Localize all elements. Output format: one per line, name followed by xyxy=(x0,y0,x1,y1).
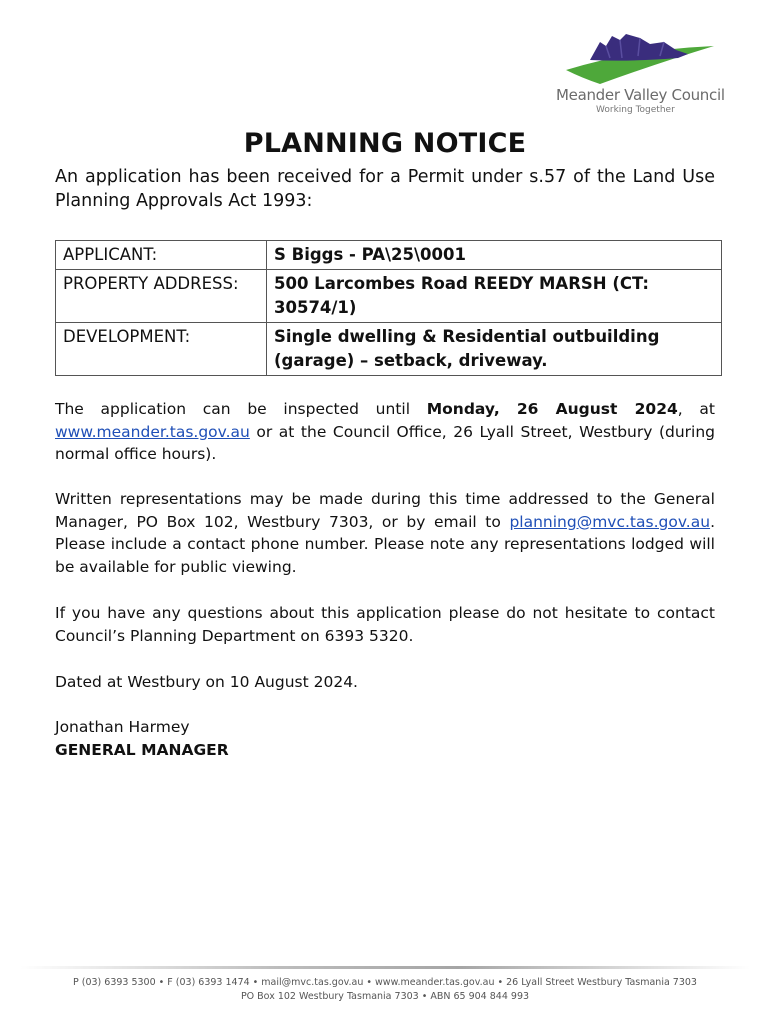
dated-line: Dated at Westbury on 10 August 2024. xyxy=(55,673,358,691)
table-row xyxy=(56,241,722,270)
table-row xyxy=(56,270,722,323)
inspection-mid: , at xyxy=(677,400,715,418)
intro-text: An application has been received for a Permit under s.57 of the Land Use Planning Approvals Act 1993: xyxy=(55,167,715,211)
property-address-label: PROPERTY ADDRESS: xyxy=(56,270,267,323)
council-name: Meander Valley Council xyxy=(556,86,725,104)
property-address-value: 500 Larcombes Road REEDY MARSH (CT: 30574/1) xyxy=(267,270,722,323)
notice-title: PLANNING NOTICE xyxy=(243,128,527,159)
representations-tail: . Please include a contact phone number. Please note any representations lodged will be available for public viewing. xyxy=(55,512,715,577)
footer-divider xyxy=(20,966,750,969)
inspection-lead: The application can be inspected until xyxy=(55,400,427,418)
signatory-name: Jonathan Harmey xyxy=(55,718,190,736)
council-tagline: Working Together xyxy=(596,105,675,115)
inspection-paragraph xyxy=(55,398,715,466)
questions-paragraph: If you have any questions about this application please do not hesitate to contact Council’s Planning Department on 6393 5320. xyxy=(55,604,715,645)
representations-lead: Written representations may be made during this time addressed to the General Manager, PO Box 102, Westbury 7303, or by email to xyxy=(55,490,715,531)
website-link[interactable]: www.meander.tas.gov.au xyxy=(55,422,250,441)
footer-address-line: PO Box 102 Westbury Tasmania 7303 • ABN 65 904 844 993 xyxy=(240,991,530,1002)
development-value: Single dwelling & Residential outbuilding (garage) – setback, driveway. xyxy=(267,323,722,376)
footer-contact-line: P (03) 6393 5300 • F (03) 6393 1474 • mail@mvc.tas.gov.au • www.meander.tas.gov.au • 26 Lyall Street Westbury Tasmania 7303 xyxy=(73,977,697,988)
mountain-logo-icon xyxy=(560,30,720,86)
email-link[interactable]: planning@mvc.tas.gov.au xyxy=(509,512,711,531)
development-label: DEVELOPMENT: xyxy=(56,323,267,376)
representations-paragraph xyxy=(55,488,715,579)
inspection-tail: or at the Council Office, 26 Lyall Street, Westbury (during normal office hours). xyxy=(55,422,715,464)
table-row xyxy=(56,323,722,376)
council-logo xyxy=(552,30,725,120)
applicant-value: S Biggs - PA\25\0001 xyxy=(267,241,722,270)
inspection-deadline: Monday, 26 August 2024 xyxy=(426,400,678,418)
applicant-label: APPLICANT: xyxy=(56,241,267,270)
application-details-table xyxy=(55,240,722,376)
signatory-title: GENERAL MANAGER xyxy=(55,741,229,759)
